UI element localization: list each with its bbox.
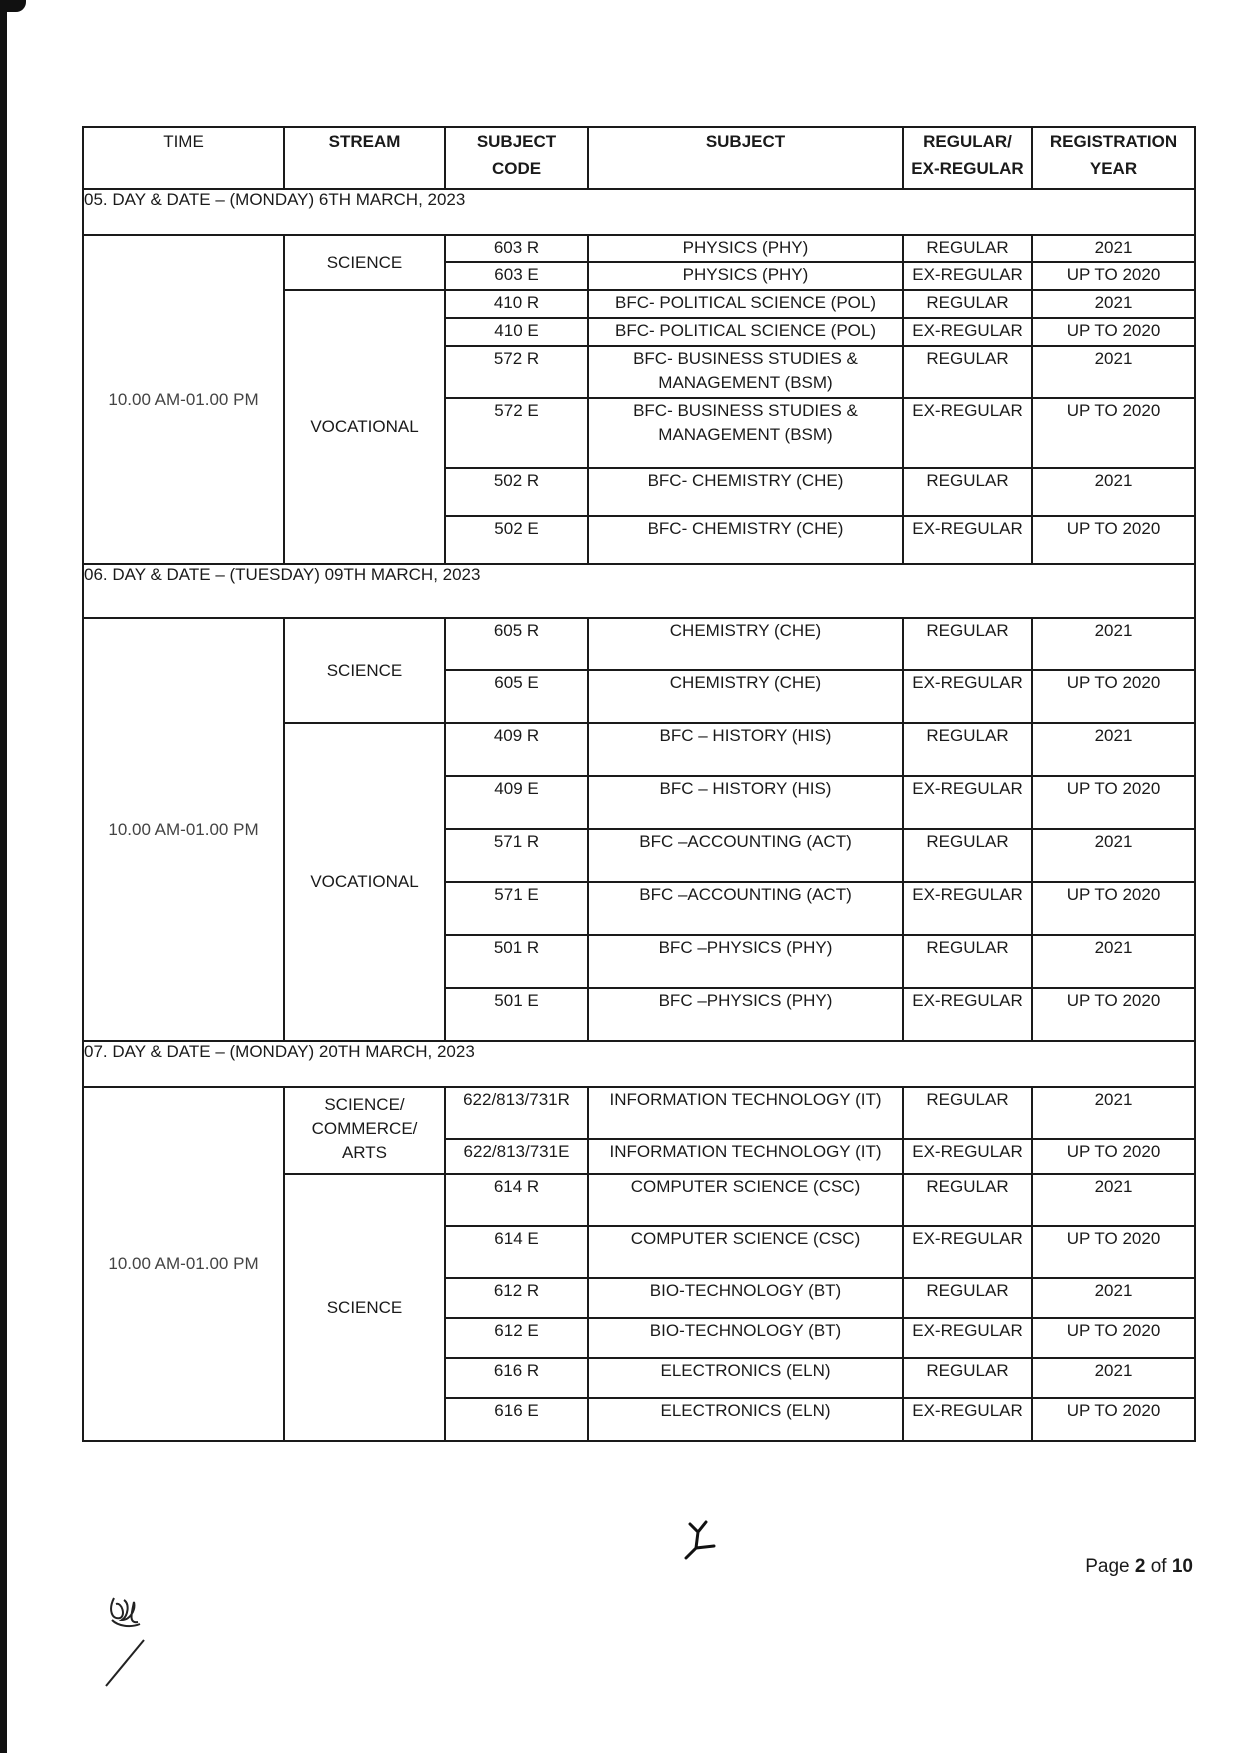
subject-code-cell: 409 E — [445, 776, 588, 829]
registration-year-cell: 2021 — [1032, 1278, 1195, 1318]
registration-year-cell: 2021 — [1032, 1358, 1195, 1398]
regular-status-cell: REGULAR — [903, 346, 1032, 398]
col-subject: SUBJECT — [588, 127, 903, 189]
stream-name: VOCATIONAL — [284, 723, 445, 1041]
subject-cell: BFC- BUSINESS STUDIES & MANAGEMENT (BSM) — [588, 346, 903, 398]
registration-year-cell: UP TO 2020 — [1032, 776, 1195, 829]
subject-cell: BFC- BUSINESS STUDIES & MANAGEMENT (BSM) — [588, 398, 903, 468]
subject-cell: INFORMATION TECHNOLOGY (IT) — [588, 1087, 903, 1139]
subject-cell: BIO-TECHNOLOGY (BT) — [588, 1278, 903, 1318]
regular-status-cell: REGULAR — [903, 618, 1032, 670]
stream-name: SCIENCE — [284, 1174, 445, 1441]
regular-status-cell: REGULAR — [903, 290, 1032, 318]
section-header-row — [83, 189, 1195, 235]
subject-code-cell: 409 R — [445, 723, 588, 776]
registration-year-cell: UP TO 2020 — [1032, 988, 1195, 1041]
subject-code-cell: 614 R — [445, 1174, 588, 1226]
registration-year-cell: 2021 — [1032, 935, 1195, 988]
section-header-row — [83, 1041, 1195, 1087]
subject-cell: BFC- POLITICAL SCIENCE (POL) — [588, 318, 903, 346]
subject-code-cell: 605 R — [445, 618, 588, 670]
page-number: Page 2 of 10 — [1085, 1556, 1193, 1577]
subject-cell: CHEMISTRY (CHE) — [588, 618, 903, 670]
subject-code-cell: 622/813/731E — [445, 1139, 588, 1174]
exam-time: 10.00 AM-01.00 PM — [83, 1087, 284, 1441]
subject-cell: BIO-TECHNOLOGY (BT) — [588, 1318, 903, 1358]
registration-year-cell: 2021 — [1032, 290, 1195, 318]
table-row — [83, 235, 1195, 262]
subject-cell: BFC –ACCOUNTING (ACT) — [588, 829, 903, 882]
registration-year-cell: UP TO 2020 — [1032, 1139, 1195, 1174]
subject-code-cell: 571 E — [445, 882, 588, 935]
section-date-title: 07. DAY & DATE – (MONDAY) 20TH MARCH, 2023 — [83, 1041, 1195, 1087]
subject-cell: PHYSICS (PHY) — [588, 235, 903, 262]
exam-time: 10.00 AM-01.00 PM — [83, 235, 284, 564]
subject-code-cell: 571 R — [445, 829, 588, 882]
registration-year-cell: 2021 — [1032, 829, 1195, 882]
subject-cell: BFC –PHYSICS (PHY) — [588, 935, 903, 988]
subject-code-cell: 572 R — [445, 346, 588, 398]
stream-name: VOCATIONAL — [284, 290, 445, 564]
section-date-title: 05. DAY & DATE – (MONDAY) 6TH MARCH, 2023 — [83, 189, 1195, 235]
regular-status-cell: EX-REGULAR — [903, 516, 1032, 564]
subject-cell: BFC- CHEMISTRY (CHE) — [588, 468, 903, 516]
table-row — [83, 618, 1195, 670]
subject-cell: COMPUTER SCIENCE (CSC) — [588, 1174, 903, 1226]
regular-status-cell: EX-REGULAR — [903, 670, 1032, 723]
scan-corner — [0, 0, 26, 12]
stream-name-line: COMMERCE/ — [311, 1119, 418, 1138]
registration-year-cell: 2021 — [1032, 723, 1195, 776]
subject-cell: BFC – HISTORY (HIS) — [588, 723, 903, 776]
regular-status-cell: EX-REGULAR — [903, 318, 1032, 346]
regular-status-cell: EX-REGULAR — [903, 1398, 1032, 1441]
subject-code-cell: 572 E — [445, 398, 588, 468]
col-stream: STREAM — [284, 127, 445, 189]
registration-year-cell: UP TO 2020 — [1032, 516, 1195, 564]
subject-code-cell: 614 E — [445, 1226, 588, 1278]
stream-name: SCIENCE — [284, 618, 445, 723]
col-registration-year: REGISTRATION YEAR — [1032, 127, 1195, 189]
regular-status-cell: EX-REGULAR — [903, 262, 1032, 290]
regular-status-cell: REGULAR — [903, 1087, 1032, 1139]
subject-cell: BFC- POLITICAL SCIENCE (POL) — [588, 290, 903, 318]
subject-code-cell: 616 R — [445, 1358, 588, 1398]
subject-code-cell: 616 E — [445, 1398, 588, 1441]
subject-cell: BFC- CHEMISTRY (CHE) — [588, 516, 903, 564]
subject-code-cell: 612 R — [445, 1278, 588, 1318]
registration-year-cell: UP TO 2020 — [1032, 1226, 1195, 1278]
subject-cell: BFC –ACCOUNTING (ACT) — [588, 882, 903, 935]
subject-cell: COMPUTER SCIENCE (CSC) — [588, 1226, 903, 1278]
subject-cell: INFORMATION TECHNOLOGY (IT) — [588, 1139, 903, 1174]
exam-schedule-table — [82, 126, 1196, 1442]
regular-status-cell: REGULAR — [903, 235, 1032, 262]
subject-cell: BFC –PHYSICS (PHY) — [588, 988, 903, 1041]
regular-status-cell: EX-REGULAR — [903, 1139, 1032, 1174]
regular-status-cell: EX-REGULAR — [903, 988, 1032, 1041]
regular-status-cell: REGULAR — [903, 1358, 1032, 1398]
regular-status-cell: EX-REGULAR — [903, 1226, 1032, 1278]
subject-code-cell: 410 E — [445, 318, 588, 346]
regular-status-cell: REGULAR — [903, 723, 1032, 776]
initials-mark — [680, 1518, 724, 1567]
col-subject-code: SUBJECT CODE — [445, 127, 588, 189]
registration-year-cell: 2021 — [1032, 1087, 1195, 1139]
registration-year-cell: UP TO 2020 — [1032, 262, 1195, 290]
table-row — [83, 1087, 1195, 1139]
col-time: TIME — [83, 127, 284, 189]
registration-year-cell: 2021 — [1032, 618, 1195, 670]
subject-cell: ELECTRONICS (ELN) — [588, 1358, 903, 1398]
stream-name — [284, 1087, 445, 1174]
regular-status-cell: REGULAR — [903, 1174, 1032, 1226]
regular-status-cell: EX-REGULAR — [903, 1318, 1032, 1358]
section-header-row — [83, 564, 1195, 618]
registration-year-cell: UP TO 2020 — [1032, 1318, 1195, 1358]
subject-cell: ELECTRONICS (ELN) — [588, 1398, 903, 1441]
subject-cell: CHEMISTRY (CHE) — [588, 670, 903, 723]
subject-code-cell: 410 R — [445, 290, 588, 318]
registration-year-cell: 2021 — [1032, 346, 1195, 398]
subject-code-cell: 502 E — [445, 516, 588, 564]
col-regular: REGULAR/ EX-REGULAR — [903, 127, 1032, 189]
subject-code-cell: 622/813/731R — [445, 1087, 588, 1139]
subject-code-cell: 501 R — [445, 935, 588, 988]
registration-year-cell: UP TO 2020 — [1032, 882, 1195, 935]
registration-year-cell: UP TO 2020 — [1032, 318, 1195, 346]
subject-cell: BFC – HISTORY (HIS) — [588, 776, 903, 829]
subject-code-cell: 612 E — [445, 1318, 588, 1358]
subject-code-cell: 603 E — [445, 262, 588, 290]
regular-status-cell: EX-REGULAR — [903, 398, 1032, 468]
subject-code-cell: 605 E — [445, 670, 588, 723]
header-row — [83, 127, 1195, 189]
registration-year-cell: 2021 — [1032, 468, 1195, 516]
subject-code-cell: 501 E — [445, 988, 588, 1041]
registration-year-cell: UP TO 2020 — [1032, 398, 1195, 468]
subject-code-cell: 603 R — [445, 235, 588, 262]
subject-code-cell: 502 R — [445, 468, 588, 516]
regular-status-cell: REGULAR — [903, 829, 1032, 882]
registration-year-cell: 2021 — [1032, 235, 1195, 262]
stream-name: SCIENCE — [284, 235, 445, 290]
regular-status-cell: REGULAR — [903, 468, 1032, 516]
scan-edge — [0, 0, 7, 1753]
section-date-title: 06. DAY & DATE – (TUESDAY) 09TH MARCH, 2023 — [83, 564, 1195, 618]
regular-status-cell: REGULAR — [903, 1278, 1032, 1318]
regular-status-cell: EX-REGULAR — [903, 882, 1032, 935]
registration-year-cell: UP TO 2020 — [1032, 1398, 1195, 1441]
subject-cell: PHYSICS (PHY) — [588, 262, 903, 290]
stream-name-line: ARTS — [341, 1143, 388, 1162]
regular-status-cell: EX-REGULAR — [903, 776, 1032, 829]
stream-name-line: SCIENCE/ — [324, 1095, 405, 1114]
regular-status-cell: REGULAR — [903, 935, 1032, 988]
registration-year-cell: 2021 — [1032, 1174, 1195, 1226]
exam-time: 10.00 AM-01.00 PM — [83, 618, 284, 1041]
signature — [104, 1590, 164, 1695]
registration-year-cell: UP TO 2020 — [1032, 670, 1195, 723]
